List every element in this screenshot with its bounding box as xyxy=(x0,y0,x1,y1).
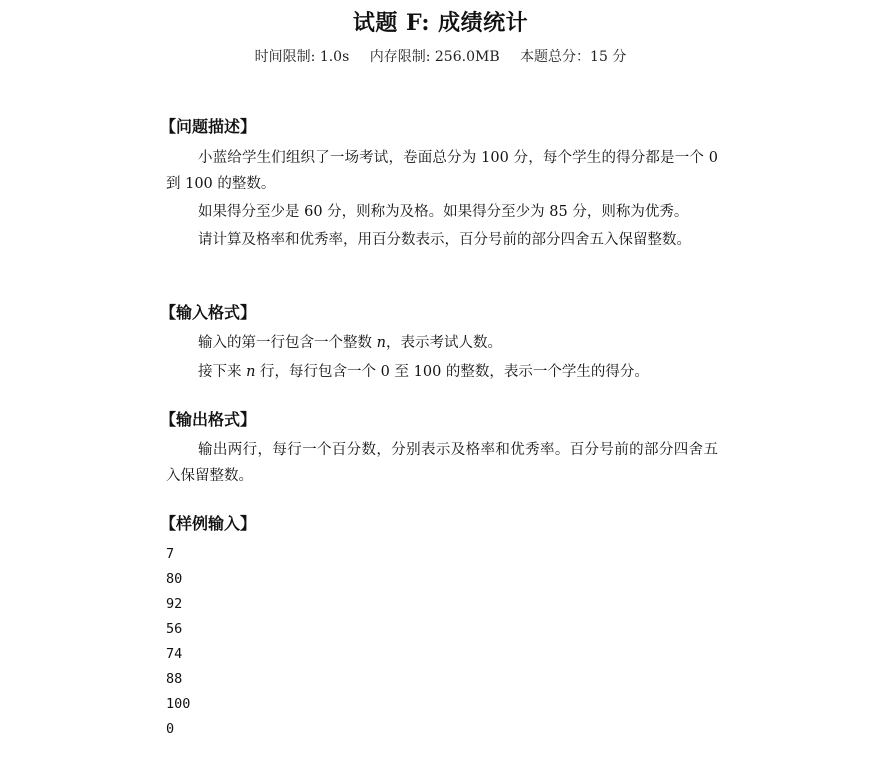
input-format-heading: 【输入格式】 xyxy=(160,303,257,322)
variable-n: n xyxy=(246,364,256,380)
sample-line: 100 xyxy=(166,696,191,712)
memory-limit: 内存限制: 256.0MB xyxy=(369,49,500,65)
sample-line: 80 xyxy=(166,571,183,587)
description-heading: 【问题描述】 xyxy=(160,117,257,136)
description-paragraph-2: 如果得分至少是 60 分，则称为及格。如果得分至少为 85 分，则称为优秀。 xyxy=(198,204,689,220)
sample-line: 88 xyxy=(166,671,183,687)
sample-line: 74 xyxy=(166,646,183,662)
input-format-paragraph-1: 输入的第一行包含一个整数 n，表示考试人数。 xyxy=(198,335,502,351)
description-paragraph-3: 请计算及格率和优秀率，用百分数表示，百分号前的部分四舍五入保留整数。 xyxy=(198,232,691,248)
problem-meta xyxy=(0,46,881,66)
total-score: 本题总分：15 分 xyxy=(520,49,627,65)
sample-input-block xyxy=(166,542,190,742)
input-format-paragraph-2: 接下来 n 行，每行包含一个 0 至 100 的整数，表示一个学生的得分。 xyxy=(198,364,649,380)
output-format-paragraph-1: 输出两行，每行一个百分数，分别表示及格率和优秀率。百分号前的部分四舍五入保留整数。 xyxy=(166,442,718,484)
sample-line: 7 xyxy=(166,546,175,562)
variable-n: n xyxy=(376,335,386,351)
sample-line: 92 xyxy=(166,596,183,612)
sample-input-heading: 【样例输入】 xyxy=(160,514,257,533)
sample-line: 56 xyxy=(166,621,183,637)
output-format-heading: 【输出格式】 xyxy=(160,410,257,429)
sample-line: 0 xyxy=(166,721,175,737)
description-paragraph-1: 小蓝给学生们组织了一场考试，卷面总分为 100 分，每个学生的得分都是一个 0 到 100 的整数。 xyxy=(166,150,718,192)
problem-title: 试题 F: 成绩统计 xyxy=(352,10,529,36)
time-limit: 时间限制: 1.0s xyxy=(254,49,350,65)
